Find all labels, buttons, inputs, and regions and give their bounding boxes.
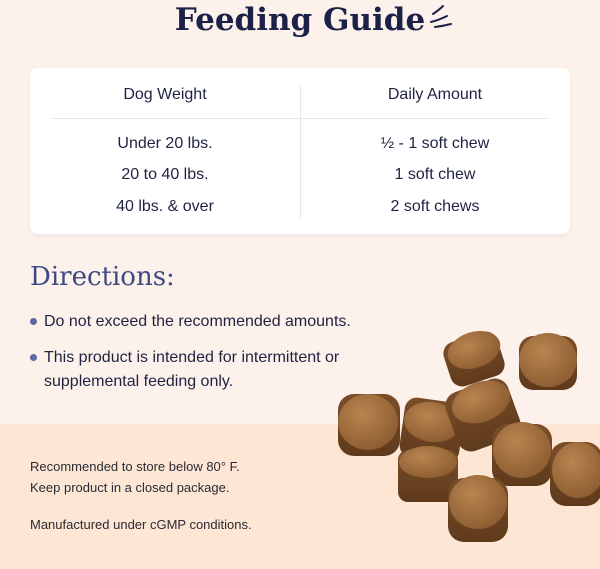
direction-item: This product is intended for intermittent or supplemental feeding only.	[44, 349, 340, 390]
chew-piece	[338, 394, 400, 456]
storage-line: Keep product in a closed package.	[30, 480, 230, 495]
bullet-icon	[30, 318, 37, 325]
chew-piece	[519, 333, 577, 390]
weight-cell: 40 lbs. & over	[116, 198, 214, 215]
chew-piece	[550, 442, 600, 506]
dog-weight-column	[30, 68, 300, 234]
directions-title: Directions:	[30, 262, 175, 292]
page-title: Feeding Guide	[174, 2, 426, 38]
storage-line: Recommended to store below 80° F.	[30, 459, 240, 474]
manufacturing-note: Manufactured under cGMP conditions.	[30, 517, 252, 532]
sparkle-icon	[425, 2, 455, 28]
dog-weight-header: Dog Weight	[123, 86, 207, 103]
amount-cell: ½ - 1 soft chew	[380, 135, 490, 152]
soft-chews-image	[336, 322, 600, 569]
feeding-table	[30, 68, 570, 234]
amount-cell: 2 soft chews	[390, 198, 480, 215]
bullet-icon	[30, 354, 37, 361]
chew-piece	[448, 475, 508, 542]
direction-item: Do not exceed the recommended amounts.	[44, 313, 351, 330]
page-title-container	[0, 0, 600, 44]
chew-piece	[492, 422, 552, 486]
daily-amount-header: Daily Amount	[387, 86, 483, 103]
daily-amount-column	[300, 68, 570, 234]
amount-cell: 1 soft chew	[394, 166, 476, 183]
storage-instructions	[30, 456, 240, 498]
weight-cell: 20 to 40 lbs.	[121, 166, 209, 183]
weight-cell: Under 20 lbs.	[117, 135, 213, 152]
